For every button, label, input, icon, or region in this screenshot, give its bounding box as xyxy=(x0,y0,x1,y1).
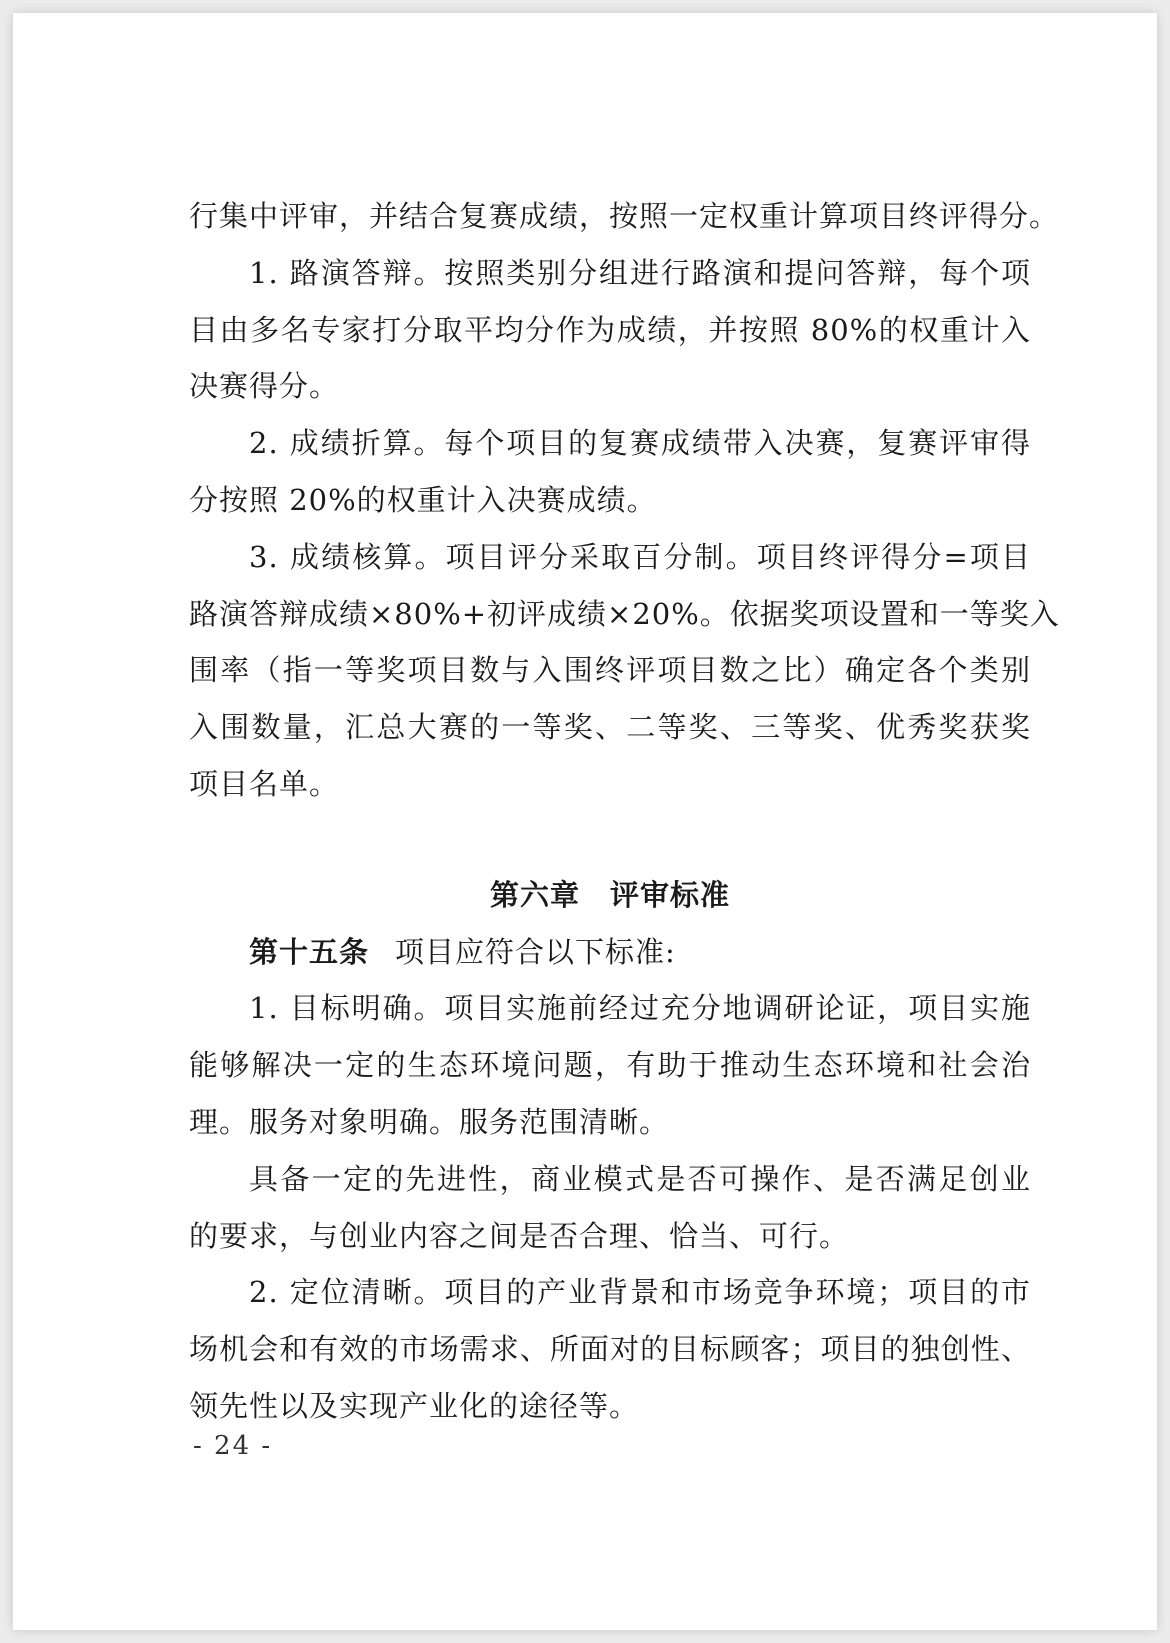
chapter-title: 评审标准 xyxy=(610,877,731,912)
text-line: 路演答辩成绩×80%+初评成绩×20%。依据奖项设置和一等奖入 xyxy=(189,596,1060,631)
text-line: 理。服务对象明确。服务范围清晰。 xyxy=(189,1104,670,1139)
section-gap xyxy=(189,813,1031,867)
text-line: 1. 目标明确。项目实施前经过充分地调研论证，项目实施 xyxy=(249,991,1031,1026)
text-line: 领先性以及实现产业化的途径等。 xyxy=(189,1388,640,1423)
text-line: 场机会和有效的市场需求、所面对的目标顾客；项目的独创性、 xyxy=(189,1332,1031,1367)
paragraphs-after-chapter xyxy=(189,980,1031,1434)
article-text: 项目应符合以下标准: xyxy=(395,934,676,969)
text-line: 2. 成绩折算。每个项目的复赛成绩带入决赛，复赛评审得 xyxy=(249,426,1031,461)
text-line: 分按照 20%的权重计入决赛成绩。 xyxy=(189,482,657,517)
text-line: 围率（指一等奖项目数与入围终评项目数之比）确定各个类别 xyxy=(189,653,1031,688)
chapter-number: 第六章 xyxy=(489,877,580,912)
text-line: 行集中评审，并结合复赛成绩，按照一定权重计算项目终评得分。 xyxy=(189,199,1060,233)
text-line: 入围数量，汇总大赛的一等奖、二等奖、三等奖、优秀奖获奖 xyxy=(189,710,1031,745)
text-line: 具备一定的先进性，商业模式是否可操作、是否满足创业 xyxy=(249,1161,1031,1196)
article-label: 第十五条 xyxy=(249,934,370,969)
text-line: 目由多名专家打分取平均分作为成绩，并按照 80%的权重计入 xyxy=(189,312,1031,347)
text-line: 的要求，与创业内容之间是否合理、恰当、可行。 xyxy=(189,1218,850,1253)
page-content xyxy=(189,188,1060,1435)
article-line xyxy=(189,924,1031,981)
chapter-heading xyxy=(189,867,1031,924)
page-number: - 24 - xyxy=(193,1431,273,1461)
text-line: 3. 成绩核算。项目评分采取百分制。项目终评得分=项目 xyxy=(249,539,1031,574)
text-line: 2. 定位清晰。项目的产业背景和市场竞争环境；项目的市 xyxy=(249,1275,1031,1310)
text-line: 能够解决一定的生态环境问题，有助于推动生态环境和社会治 xyxy=(189,1048,1031,1083)
text-line: 项目名单。 xyxy=(189,766,340,801)
paragraphs-before-chapter xyxy=(189,188,1060,813)
text-line: 决赛得分。 xyxy=(189,369,340,404)
text-line: 1. 路演答辩。按照类别分组进行路演和提问答辩，每个项 xyxy=(249,255,1031,290)
document-page xyxy=(13,13,1157,1630)
